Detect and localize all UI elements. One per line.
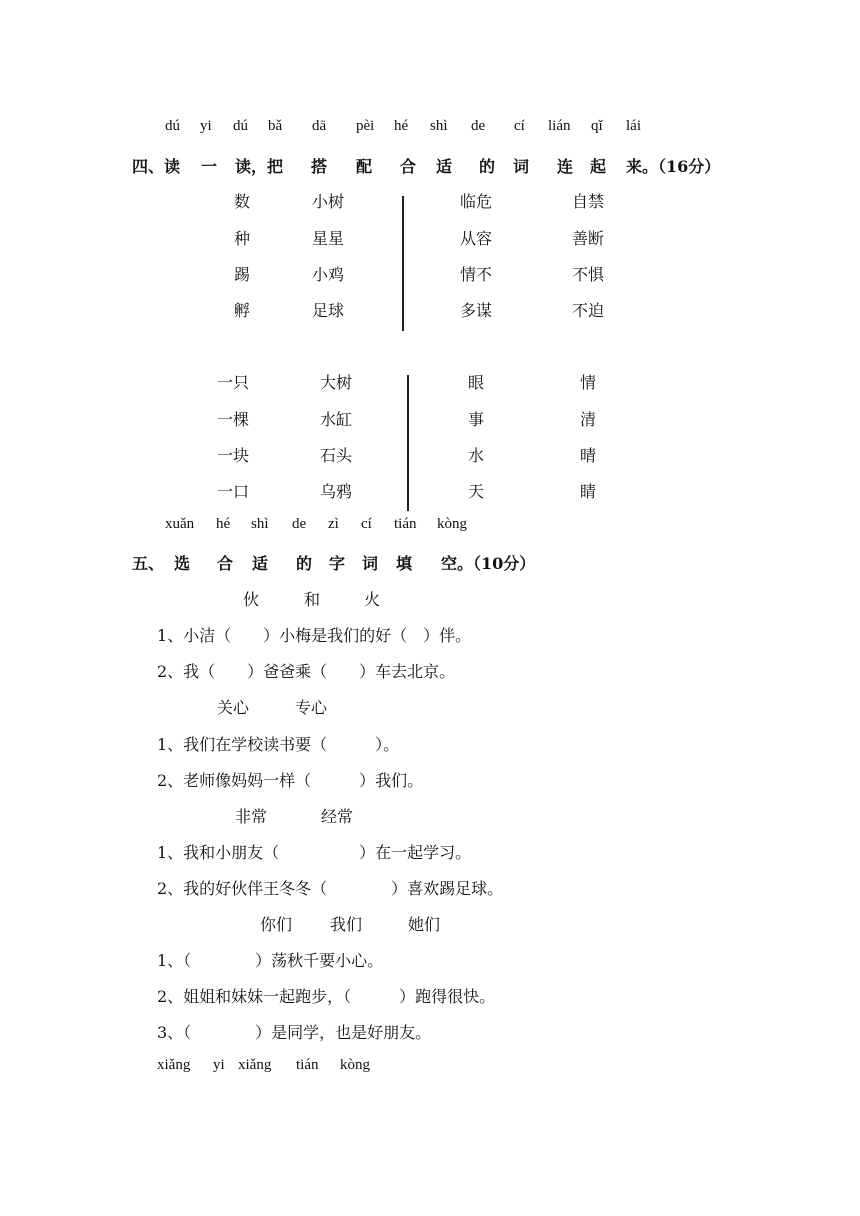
word: 不惧: [572, 265, 605, 284]
word: 多谋: [460, 301, 493, 320]
title-chunk: 起: [590, 157, 607, 176]
word: 清: [580, 410, 597, 429]
word: 睛: [580, 482, 597, 501]
title-chunk: 词: [513, 157, 530, 176]
question-line: 2、姐姐和妹妹一起跑步，（ ）跑得很快。: [157, 987, 496, 1006]
question-line: 1、我们在学校读书要（ ）。: [157, 735, 400, 754]
word: 一只: [217, 373, 250, 392]
title-chunk: 配: [356, 157, 373, 176]
pinyin-syllable: dú: [165, 118, 180, 134]
question-line: 1、（ ）荡秋千要小心。: [157, 951, 384, 970]
column-divider: [402, 196, 404, 331]
title-chunk: 适: [436, 157, 453, 176]
pinyin-syllable: lián: [548, 118, 571, 134]
title-chunk: 四、读: [132, 157, 181, 176]
title-chunk: 的: [296, 554, 313, 573]
pinyin-syllable: yi: [200, 118, 212, 134]
title-chunk: 适: [252, 554, 269, 573]
question-line: 2、我（ ）爸爸乘（ ）车去北京。: [157, 662, 456, 681]
question-line: 1、小洁（ ）小梅是我们的好（ ）伴。: [157, 626, 472, 645]
title-chunk: 五、: [132, 554, 165, 573]
word: 情: [580, 373, 597, 392]
word: 水: [468, 446, 485, 465]
pinyin-syllable: xuǎn: [165, 516, 195, 532]
word: 踢: [234, 265, 251, 284]
column-divider: [407, 375, 409, 511]
word: 小树: [312, 192, 345, 211]
word: 一口: [217, 482, 250, 501]
choice-word: 她们: [408, 915, 441, 934]
word: 小鸡: [312, 265, 345, 284]
title-chunk: 来。（16分）: [626, 157, 721, 176]
word: 数: [234, 192, 251, 211]
question-line: 2、老师像妈妈一样（ ）我们。: [157, 771, 424, 790]
title-chunk: 填: [396, 554, 413, 573]
pinyin-syllable: pèi: [356, 118, 375, 134]
pinyin-syllable: xiǎng: [157, 1057, 191, 1073]
pinyin-syllable: cí: [361, 516, 372, 532]
title-chunk: 选: [174, 554, 191, 573]
word: 种: [234, 229, 251, 248]
pinyin-syllable: kòng: [437, 516, 467, 532]
word: 一棵: [217, 410, 250, 429]
pinyin-syllable: hé: [394, 118, 409, 134]
pinyin-syllable: xiǎng: [238, 1057, 272, 1073]
question-line: 2、我的好伙伴王冬冬（ ）喜欢踢足球。: [157, 879, 504, 898]
title-chunk: 合: [217, 554, 234, 573]
choice-word: 专心: [295, 698, 328, 717]
question-line: 1、我和小朋友（ ）在一起学习。: [157, 843, 472, 862]
title-chunk: 搭: [311, 157, 328, 176]
choice-word: 经常: [321, 807, 354, 826]
pinyin-syllable: de: [292, 516, 307, 532]
word: 事: [468, 410, 485, 429]
pinyin-syllable: tián: [296, 1057, 319, 1073]
title-chunk: 词: [362, 554, 379, 573]
pinyin-syllable: kòng: [340, 1057, 370, 1073]
question-line: 3、（ ）是同学，也是好朋友。: [157, 1023, 432, 1042]
pinyin-syllable: dú: [233, 118, 248, 134]
title-chunk: 连: [557, 157, 574, 176]
title-chunk: 字: [329, 554, 346, 573]
pinyin-syllable: zì: [328, 516, 339, 532]
choice-word: 伙: [243, 590, 260, 609]
word: 晴: [580, 446, 597, 465]
word: 不迫: [572, 301, 605, 320]
pinyin-syllable: shì: [430, 118, 448, 134]
word: 自禁: [572, 192, 605, 211]
word: 天: [468, 482, 485, 501]
title-chunk: 的: [479, 157, 496, 176]
choice-word: 你们: [260, 915, 293, 934]
pinyin-syllable: cí: [514, 118, 525, 134]
word: 一块: [217, 446, 250, 465]
choice-word: 我们: [330, 915, 363, 934]
word: 眼: [468, 373, 485, 392]
word: 善断: [572, 229, 605, 248]
pinyin-syllable: yi: [213, 1057, 225, 1073]
word: 石头: [320, 446, 353, 465]
choice-word: 和: [304, 590, 321, 609]
title-chunk: 一: [201, 157, 218, 176]
word: 大树: [320, 373, 353, 392]
word: 足球: [312, 301, 345, 320]
word: 情不: [460, 265, 493, 284]
pinyin-syllable: lái: [626, 118, 641, 134]
title-chunk: 空。（10分）: [441, 554, 536, 573]
word: 水缸: [320, 410, 353, 429]
choice-word: 非常: [235, 807, 268, 826]
pinyin-syllable: bǎ: [268, 118, 283, 134]
word: 临危: [460, 192, 493, 211]
pinyin-syllable: hé: [216, 516, 231, 532]
word: 孵: [234, 301, 251, 320]
word: 从容: [460, 229, 493, 248]
pinyin-syllable: qǐ: [591, 118, 603, 134]
title-chunk: 读，把: [235, 157, 284, 176]
word: 星星: [312, 229, 345, 248]
pinyin-syllable: dā: [312, 118, 327, 134]
pinyin-syllable: tián: [394, 516, 417, 532]
choice-word: 关心: [217, 698, 250, 717]
title-chunk: 合: [400, 157, 417, 176]
pinyin-syllable: shì: [251, 516, 269, 532]
choice-word: 火: [364, 590, 381, 609]
word: 乌鸦: [320, 482, 353, 501]
pinyin-syllable: de: [471, 118, 486, 134]
